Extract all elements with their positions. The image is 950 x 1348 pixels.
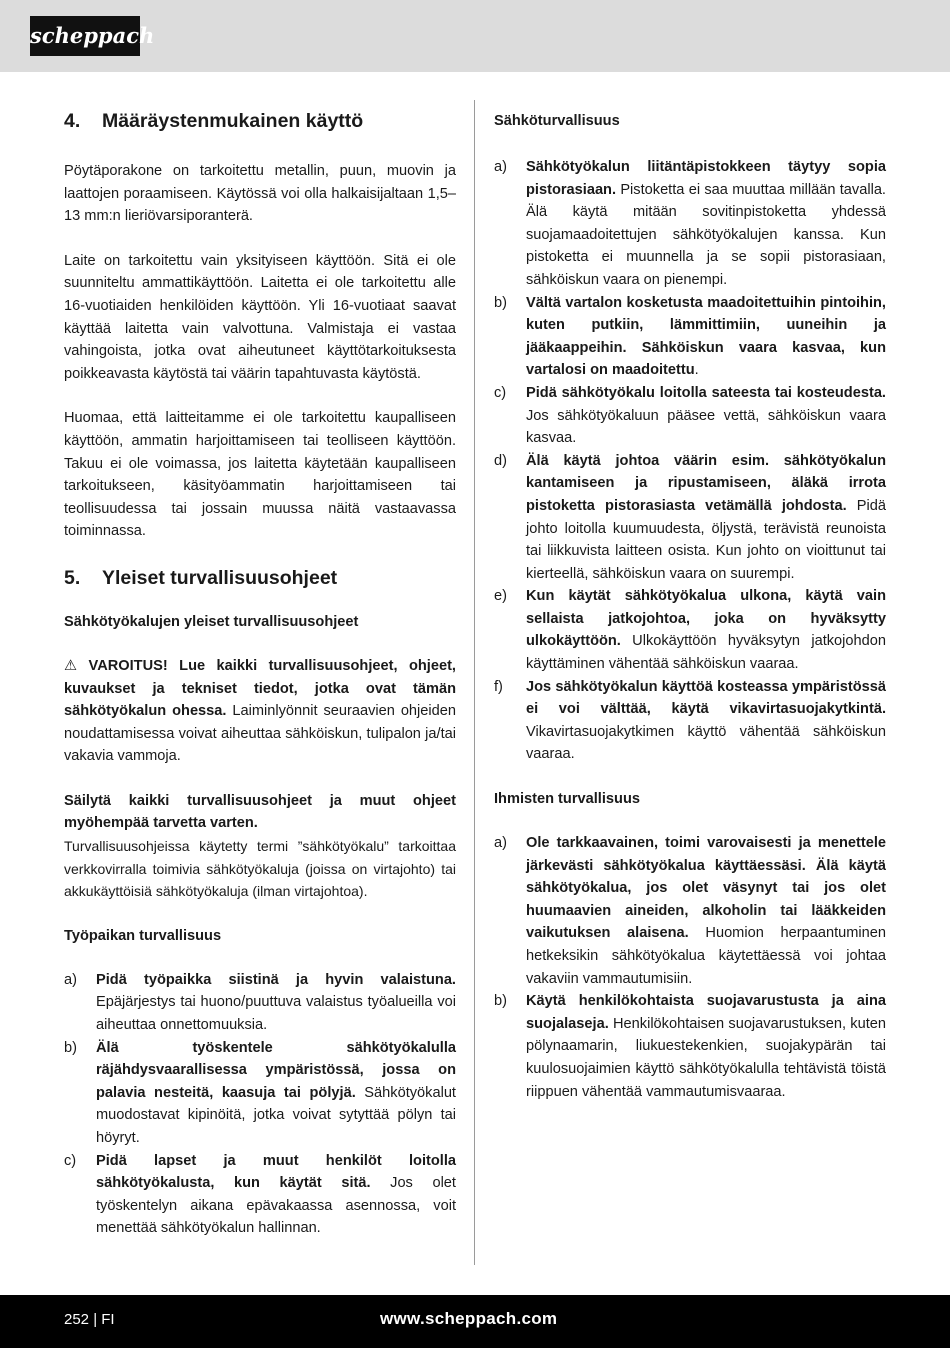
list-letter: a) (494, 159, 507, 175)
list-item (494, 156, 886, 292)
column-divider (474, 100, 475, 1265)
keep-instructions-bold: Säilytä kaikki turvallisuusohjeet ja muut ohjeet myöhempää tarvetta varten. (64, 792, 456, 832)
list-item-text: Jos sähkötyökaluun pääsee vettä, sähköiskun vaara kasvaa. (526, 407, 886, 447)
section-number: 5. (64, 566, 81, 589)
list-item-text: Henkilökohtaisen suojavarustuksen, kuten pölynaamarin, liukuestekenkien, suojakypärän tai kuulosuojaimien käyttö sähkötyökalulla tehtävistä töistä riippuen vähentää vammautumisvaaraa. (526, 1015, 886, 1100)
list-item-bold: Kun käytät sähkötyökalua ulkona, käytä vain sellaista jatkojohtoa, joka on hyväksytty ulkokäyttöön. (526, 588, 886, 650)
list-item-text: Sähkötyökalut muodostavat kipinöitä, jotka voivat sytyttää pölyn tai höyryt. (96, 1084, 456, 1146)
page-number: 252 | FI (64, 1311, 115, 1328)
list-item (494, 832, 886, 990)
subheading: Sähköturvallisuus (494, 113, 620, 129)
list-letter: b) (494, 294, 507, 311)
list-item-text: Epäjärjestys tai huono/puuttuva valaistus työalueilla voi aiheuttaa onnettomuuksia. (96, 994, 456, 1034)
list-letter: a) (494, 835, 507, 852)
list-item-bold: Pidä sähkötyökalu loitolla sateesta tai kosteudesta. (526, 384, 886, 401)
list-letter: a) (64, 971, 77, 988)
list-item (494, 382, 886, 450)
footer-bar (0, 1295, 950, 1348)
right-column (494, 108, 886, 1103)
warning-text: Laiminlyönnit seuraavien ohjeiden noudattamisessa voivat aiheuttaa sähköiskun, tulipalon ja/tai vakavia vammoja. (64, 703, 456, 765)
warning-bold-text: VAROITUS! Lue kaikki turvallisuusohjeet, ohjeet, kuvaukset ja tekniset tiedot, jotka ovat tämän sähkötyökalun ohessa. (64, 657, 456, 720)
paragraph: Huomaa, että laitteitamme ei ole tarkoitettu kaupalliseen käyttöön, ammatin harjoittamiseen tai teolliseen käyttöön. Takuu ei ole voimassa, jos laitetta käytetään kaupalliseen tarkoitukseen, käsityöammatin harjoittamiseen tai teollisuudessa tai jossain muussa näitä vastaavassa toiminnassa. (64, 410, 456, 540)
list-item (64, 1037, 456, 1150)
electrical-safety-list (494, 156, 886, 766)
list-item-text: Jos olet työskentelyn aikana epävakaassa asennossa, voit menettää sähkötyökalun hallinnan. (96, 1175, 456, 1237)
list-item (494, 292, 886, 382)
website-url: www.scheppach.com (380, 1309, 558, 1328)
left-column (64, 108, 456, 1240)
list-item-text: Vikavirtasuojakytkimen käyttö vähentää sähköiskun vaaraa. (526, 723, 886, 763)
list-item-bold: Pidä työpaikka siistinä ja hyvin valaistuna. (96, 971, 456, 988)
scheppach-logo: scheppach (30, 16, 140, 56)
list-item-text: Ulkokäyttöön hyväksytyn jatkojohdon käyttäminen vähentää sähköiskun vaaraa. (526, 633, 886, 673)
subheading: Ihmisten turvallisuus (494, 791, 640, 808)
keep-instructions-text: Turvallisuusohjeissa käytetty termi ”sähkötyökalu” tarkoittaa verkkovirralla toimivia sähkötyökaluja (joissa on virtajohto) tai akkukäyttöisiä sähkötyökaluja (ilman virtajohtoa). (64, 838, 456, 900)
list-item-bold: Älä työskentele sähkötyökalulla räjähdysvaarallisessa ympäristössä, jossa on palavia nesteitä, kaasuja tai pölyjä. (96, 1039, 456, 1101)
list-letter: c) (64, 1152, 77, 1169)
list-letter: b) (494, 993, 507, 1010)
list-letter: e) (494, 588, 507, 605)
list-item-bold: Sähkötyökalun liitäntäpistokkeen täytyy sopia pistorasiaan. (526, 159, 886, 198)
subheading: Työpaikan turvallisuus (64, 927, 222, 944)
list-item (494, 450, 886, 586)
paragraph: Pöytäporakone on tarkoitettu metallin, puun, muovin ja laattojen poraamiseen. Käytössä voi olla halkaisijaltaan 1,5–13 mm:n lieriövarsiporanterä. (64, 163, 456, 225)
list-item-text: . (694, 362, 699, 379)
list-letter: b) (64, 1039, 77, 1056)
list-item (64, 1150, 456, 1240)
list-item (494, 990, 886, 1103)
section-5-heading (64, 565, 456, 591)
header-bar (0, 0, 950, 72)
list-item-text: Pistoketta ei saa muuttaa millään tavalla. Älä käytä mitään sovitinpistoketta yhdessä suojamaadoitettujen sähkötyökalujen kanssa. Kun pistoketta ei muunnella ja se sopii pistorasiaan, sähköiskun vaara on pienempi. (526, 181, 886, 288)
section-4-heading (64, 108, 456, 134)
workplace-safety-list (64, 969, 456, 1240)
list-item-text: Pidä johto loitolla kuumuudesta, öljystä, terävistä reunoista tai liikkuvista laitteen osista. Kun johto on vioittunut tai kierteellä, sähköiskun vaara on suurempi. (526, 497, 887, 582)
paragraph: Laite on tarkoitettu vain yksityiseen käyttöön. Sitä ei ole suunniteltu ammattikäyttöön. Laitetta ei ole tarkoitettu alle 16-vuotiaiden henkilöiden käyttöön. Yli 16-vuotiaat saavat käyttää laitetta vain valvottuna. Valmistaja ei vastaa vahingoista, jotka ovat aiheutuneet käyttötarkoituksesta poikkeavasta käytöstä tai väärin tapahtuvasta käytöstä. (64, 252, 456, 382)
list-item-bold: Ole tarkkaavainen, toimi varovaisesti ja menettele järkevästi sähkötyökalua käyttäessäsi. Älä käytä sähkötyökalua, jos olet väsynyt tai jos olet huumaavien aineiden, alkoholin tai lääkkeiden vaikutuksen alaisena. (526, 835, 886, 942)
section-number: 4. (64, 110, 81, 132)
list-item-text: Huomion herpaantuminen hetkeksikin sähkötyökalua käytettäessä voi johtaa vakaviin vammautumisiin. (526, 925, 886, 987)
list-item-bold: Jos sähkötyökalun käyttöä kosteassa ympäristössä ei voi välttää, käytä vikavirtasuojakytkintä. (526, 678, 886, 718)
list-item (64, 969, 456, 1037)
list-item-bold: Älä käytä johtoa väärin esim. sähkötyökalun kantamiseen ja ripustamiseen, äläkä irrota pistoketta pistorasiasta vetämällä johdosta. (526, 452, 886, 514)
warning-icon: ⚠ (64, 657, 78, 674)
list-item (494, 585, 886, 675)
section-title: Määräystenmukainen käyttö (102, 110, 364, 132)
list-item-bold: Käytä henkilökohtaista suojavarustusta ja aina suojalaseja. (526, 993, 886, 1032)
personal-safety-list (494, 832, 886, 1103)
list-letter: d) (494, 452, 507, 469)
list-item-bold: Pidä lapset ja muut henkilöt loitolla sähkötyökalusta, kun käytät sitä. (96, 1152, 456, 1192)
list-item (494, 676, 886, 766)
list-item-bold: Vältä vartalon kosketusta maadoitettuihin pintoihin, kuten putkiin, lämmittimiin, uuneihin ja jääkaappeihin. Sähköiskun vaara kasvaa, kun vartalosi on maadoitettu (526, 294, 886, 379)
list-letter: f) (494, 678, 503, 695)
subheading: Sähkötyökalujen yleiset turvallisuusohjeet (64, 613, 359, 630)
section-title: Yleiset turvallisuusohjeet (102, 566, 338, 589)
list-letter: c) (494, 384, 507, 401)
warning-paragraph (64, 655, 456, 768)
